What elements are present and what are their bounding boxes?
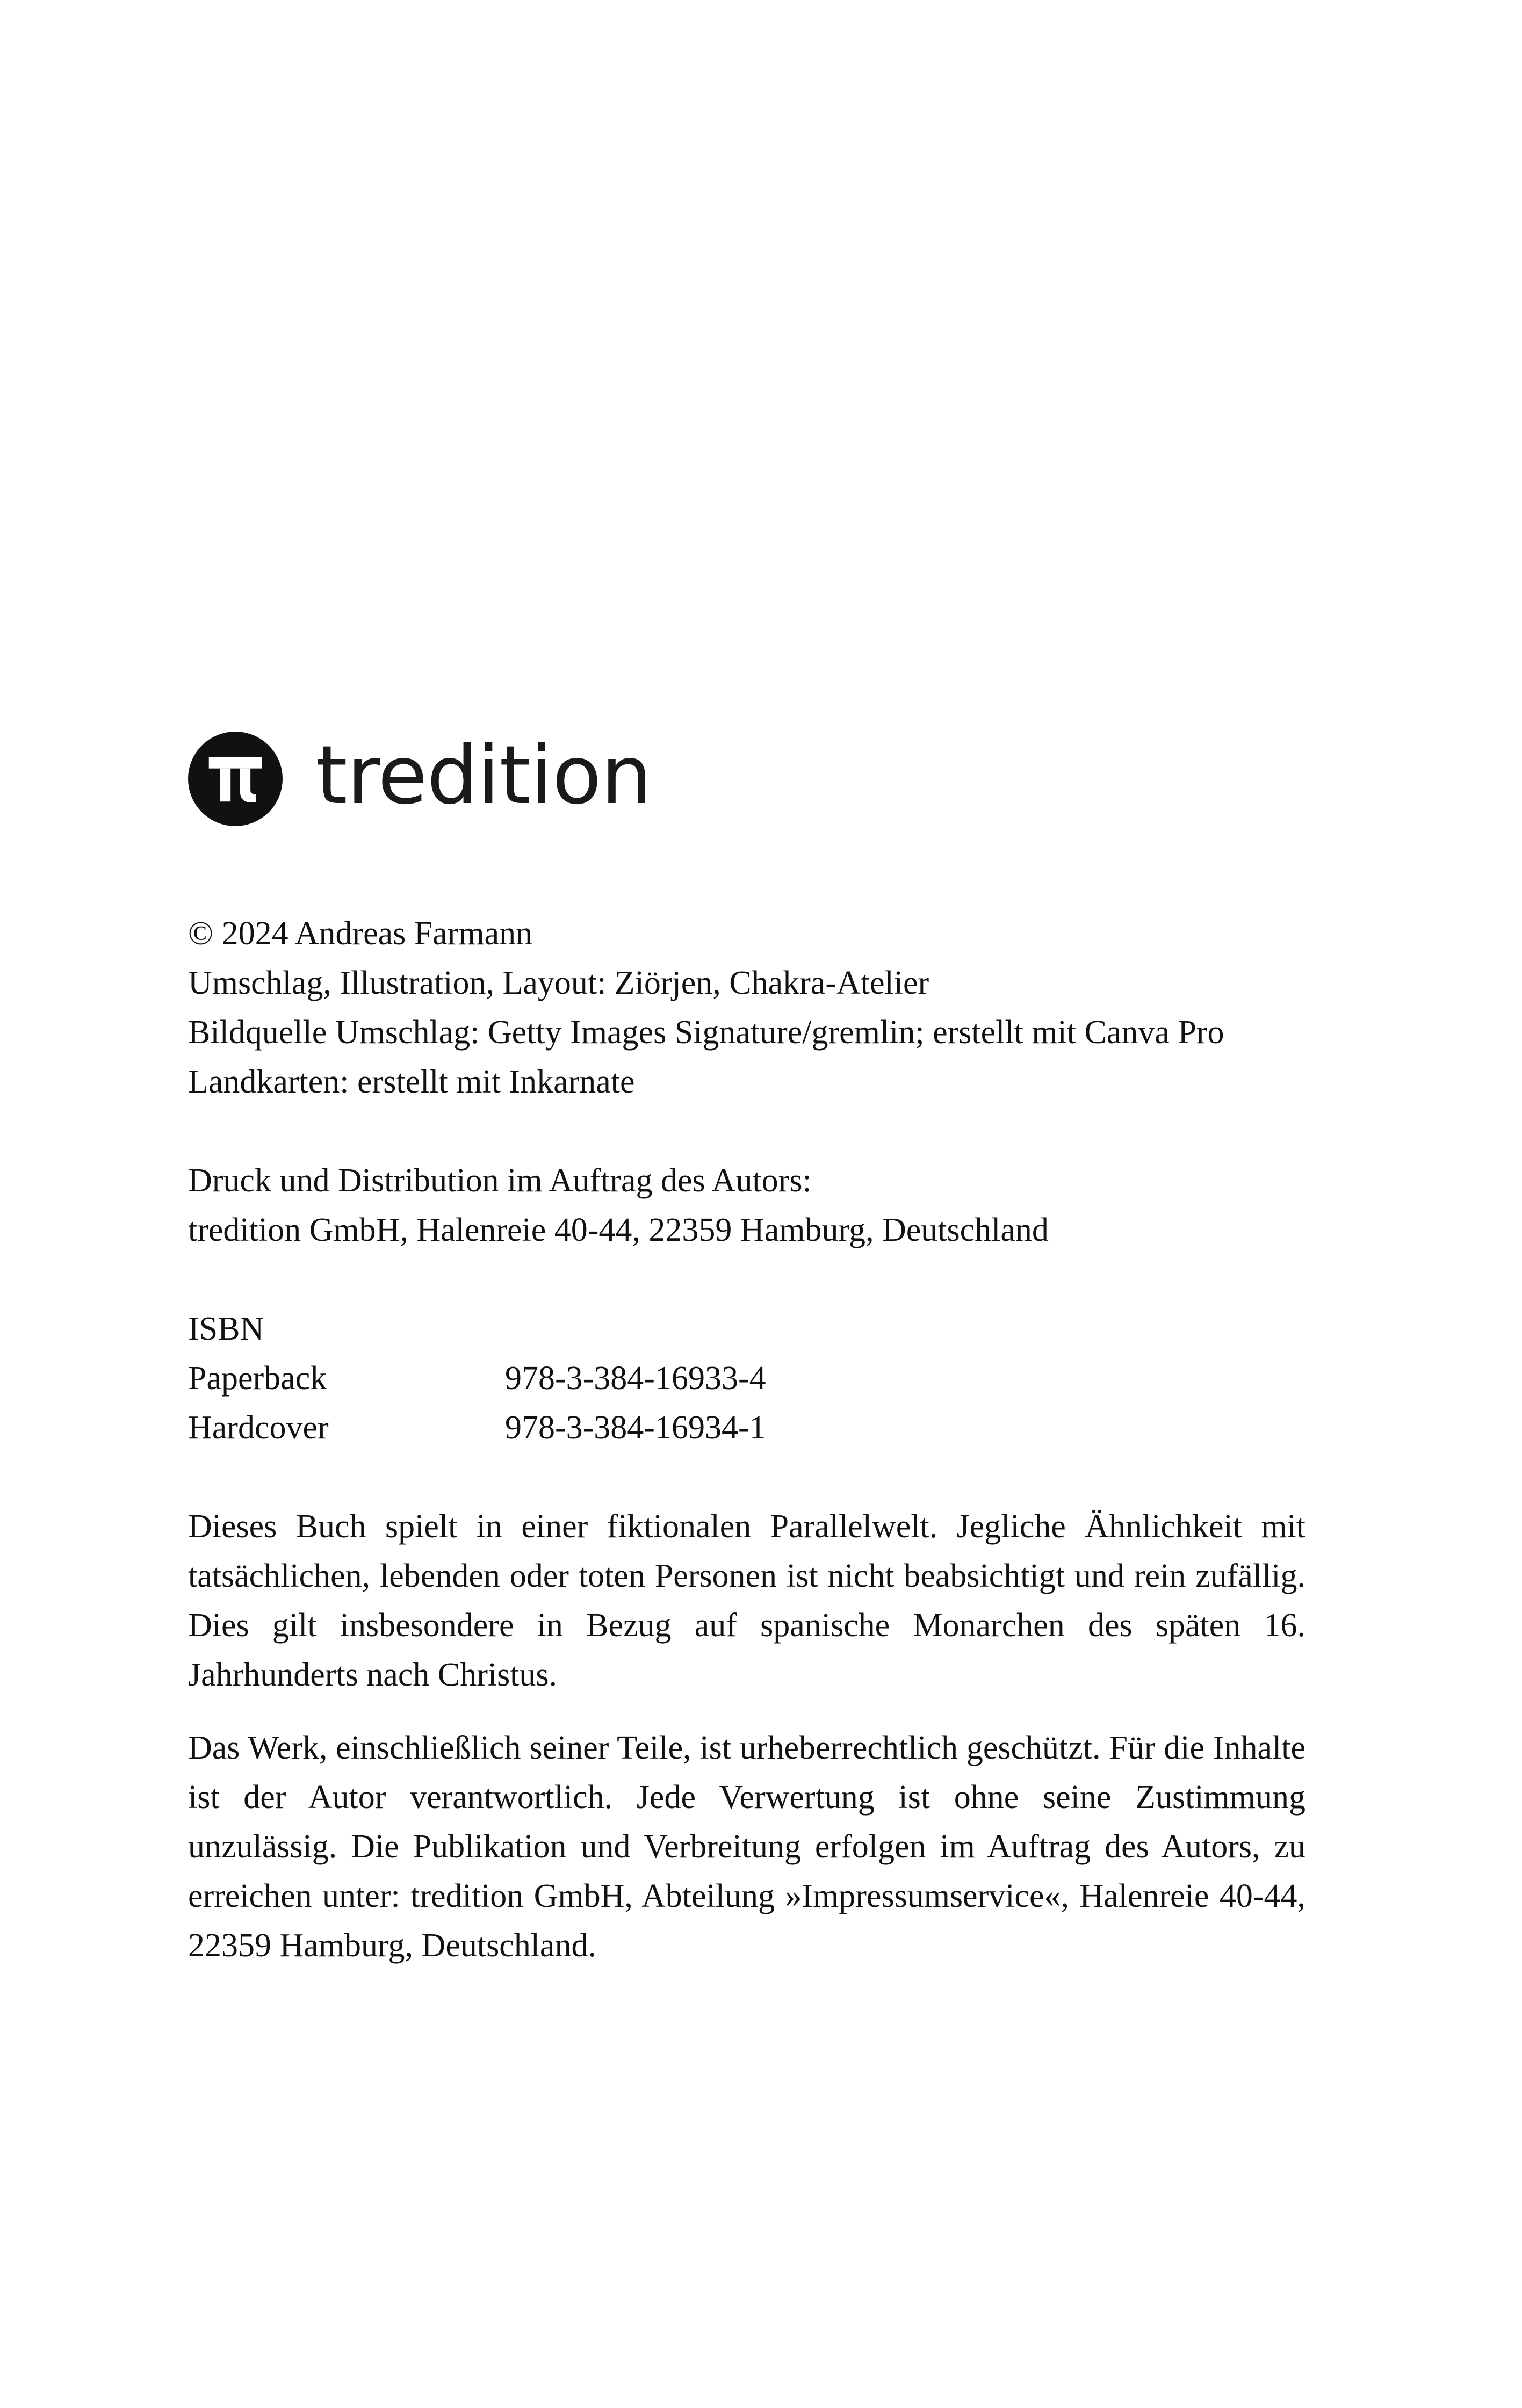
isbn-row-paperback (188, 1354, 1305, 1403)
copyright-line: © 2024 Andreas Farmann (188, 915, 533, 952)
image-source-line: Bildquelle Umschlag: Getty Images Signature/gremlin; erstellt mit Canva Pro (188, 1014, 1224, 1051)
isbn-value: 978-3-384-16933-4 (505, 1360, 766, 1397)
isbn-value: 978-3-384-16934-1 (505, 1409, 766, 1446)
isbn-label: Hardcover (188, 1409, 329, 1446)
credits-block (188, 909, 1305, 1107)
isbn-label: Paperback (188, 1360, 327, 1397)
copyright-paragraph: Das Werk, einschließlich seiner Teile, ist urheberrechtlich geschützt. Für die Inhalte ist der Autor verantwortlich. Jede Verwertung ist ohne seine Zustimmung unzulässig. Die Publikation und Verbreitung erfolgen im Auftrag des Autors, zu erreichen unter: tredition GmbH, Abteilung »Impressumservice«, Halenreie 40-44, 22359 Hamburg, Deutschland. (188, 1730, 1305, 1964)
print-line-2: tredition GmbH, Halenreie 40-44, 22359 Hamburg, Deutschland (188, 1212, 1049, 1248)
tredition-logo-icon (188, 732, 283, 826)
isbn-block (188, 1304, 1305, 1452)
disclaimer-paragraph: Dieses Buch spielt in einer fiktionalen Parallelwelt. Jegliche Ähnlichkeit mit tatsächlichen, lebenden oder toten Personen ist nicht beabsichtigt und rein zufällig. Dies gilt insbesondere in Bezug auf spanische Monarchen des späten 16. Jahrhunderts nach Christus. (188, 1508, 1305, 1693)
print-block (188, 1156, 1305, 1255)
cover-credit-line: Umschlag, Illustration, Layout: Ziörjen, Chakra-Atelier (188, 965, 929, 1001)
publisher-logo (188, 731, 1305, 827)
maps-credit-line: Landkarten: erstellt mit Inkarnate (188, 1064, 635, 1100)
print-line-1: Druck und Distribution im Auftrag des Autors: (188, 1162, 812, 1199)
isbn-heading: ISBN (188, 1311, 264, 1347)
imprint-page (188, 731, 1305, 1970)
logo-wordmark: tredition (316, 729, 652, 822)
isbn-row-hardcover (188, 1403, 1305, 1452)
